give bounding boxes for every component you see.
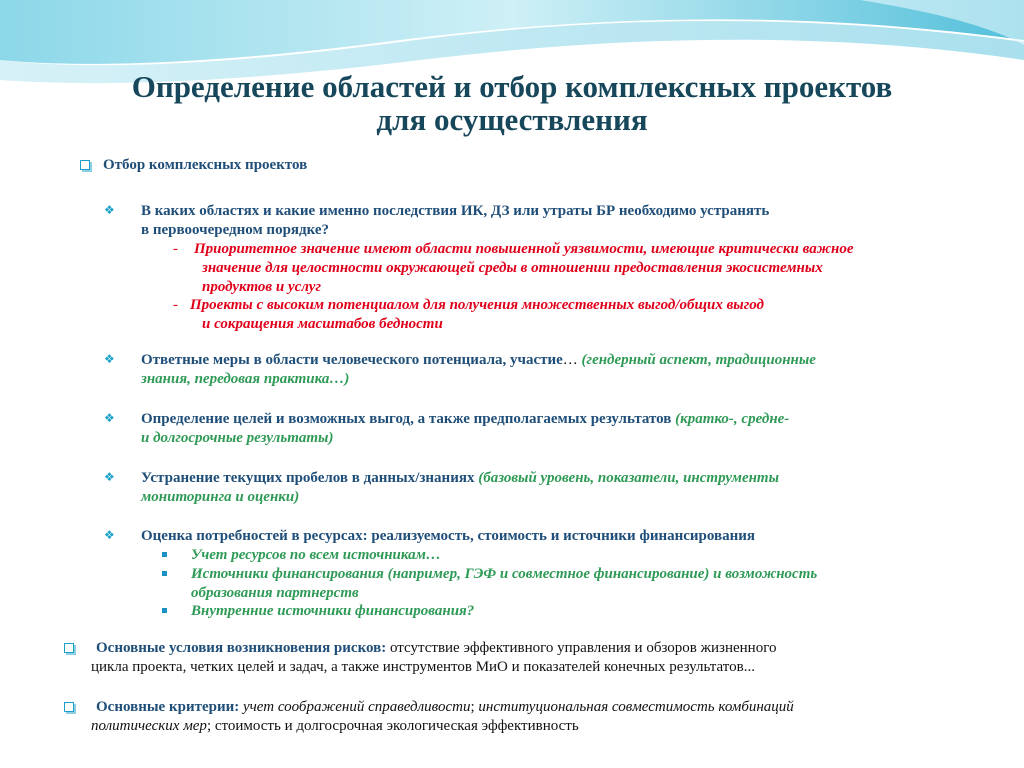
- square-bullet-icon: [80, 160, 90, 170]
- bullet3-line1: [141, 410, 789, 429]
- sub2-line2: и сокращения масштабов бедности: [202, 316, 443, 332]
- bullet3-main: Определение целей и возможных выгод, а также предполагаемых результатов: [141, 411, 672, 427]
- bullet5-item-3: Внутренние источники финансирования?: [191, 603, 475, 619]
- diamond-bullet-icon: ❖: [104, 411, 115, 425]
- dash-bullet-2: -: [173, 297, 178, 313]
- section2-label: Основные условия возникновения рисков:: [96, 640, 387, 656]
- sub1-line3: продуктов и услуг: [202, 279, 321, 295]
- section3-text: ; стоимость и долгосрочная экологическая эффективность: [206, 718, 579, 734]
- bullet3-note: (кратко-, средне-: [671, 411, 790, 427]
- section3-separator: ;: [470, 699, 479, 715]
- bullet2-main: Ответные меры в области человеческого потенциала, участие: [141, 352, 563, 368]
- bullet3-line2: и долгосрочные результаты): [141, 430, 334, 446]
- bullet5-item-1: Учет ресурсов по всем источникам…: [191, 547, 441, 563]
- bullet2-ellipsis: …: [562, 352, 578, 368]
- small-square-bullet-icon: [162, 608, 167, 613]
- section2-line2: цикла проекта, четких целей и задач, а также инструментов МиО и показателей конечных результатов...: [91, 659, 755, 675]
- bullet1-line2: в первоочередном порядке?: [141, 222, 330, 238]
- bullet4-note: (базовый уровень, показатели, инструменты: [474, 470, 780, 486]
- diamond-bullet-icon: ❖: [104, 203, 115, 217]
- title-line-2: для осуществления: [376, 102, 648, 137]
- square-bullet-icon: [64, 643, 74, 653]
- sub1-line1: Приоритетное значение имеют области повышенной уязвимости, имеющие критически важное: [194, 241, 854, 257]
- section1-heading: Отбор комплексных проектов: [103, 157, 308, 173]
- section3-line2: [91, 717, 579, 736]
- title-line-1: Определение областей и отбор комплексных проектов: [131, 69, 893, 104]
- bullet1-line1: В каких областях и какие именно последствия ИК, ДЗ или утраты БР необходимо устранять: [141, 203, 770, 219]
- bullet4-line1: [141, 469, 779, 488]
- square-bullet-icon: [64, 702, 74, 712]
- dash-bullet-1: -: [173, 241, 178, 257]
- bullet5-item-2-cont: образования партнерств: [191, 585, 359, 601]
- bullet5-item-2: Источники финансирования (например, ГЭФ и совместное финансирование) и возможность: [191, 566, 818, 582]
- slide-title: [60, 70, 964, 136]
- diamond-bullet-icon: ❖: [104, 528, 115, 542]
- section2-line1: [96, 639, 776, 658]
- small-square-bullet-icon: [162, 552, 167, 557]
- sub2-line1: Проекты с высоким потенциалом для получения множественных выгод/общих выгод: [190, 297, 764, 313]
- bullet2-line2: знания, передовая практика…): [141, 371, 350, 387]
- diamond-bullet-icon: ❖: [104, 470, 115, 484]
- bullet2-line1: [141, 351, 816, 370]
- diamond-bullet-icon: ❖: [104, 352, 115, 366]
- small-square-bullet-icon: [162, 571, 167, 576]
- bullet5-main: Оценка потребностей в ресурсах: реализуемость, стоимость и источники финансирования: [141, 528, 756, 544]
- bullet4-main: Устранение текущих пробелов в данных/знаниях: [141, 470, 475, 486]
- section3-label: Основные критерии:: [96, 699, 240, 715]
- section2-text: отсутствие эффективного управления и обзоров жизненного: [386, 640, 777, 656]
- section3-italic-3: политических мер: [91, 718, 207, 734]
- section3-italic-2: институциональная совместимость комбинаций: [478, 699, 794, 715]
- section3-italic-1: учет соображений справедливости: [239, 699, 471, 715]
- bullet4-line2: мониторинга и оценки): [141, 489, 300, 505]
- section3-line1: [96, 698, 794, 717]
- bullet2-note: (гендерный аспект, традиционные: [577, 352, 816, 368]
- sub1-line2: значение для целостности окружающей среды в отношении предоставления экосистемных: [202, 260, 823, 276]
